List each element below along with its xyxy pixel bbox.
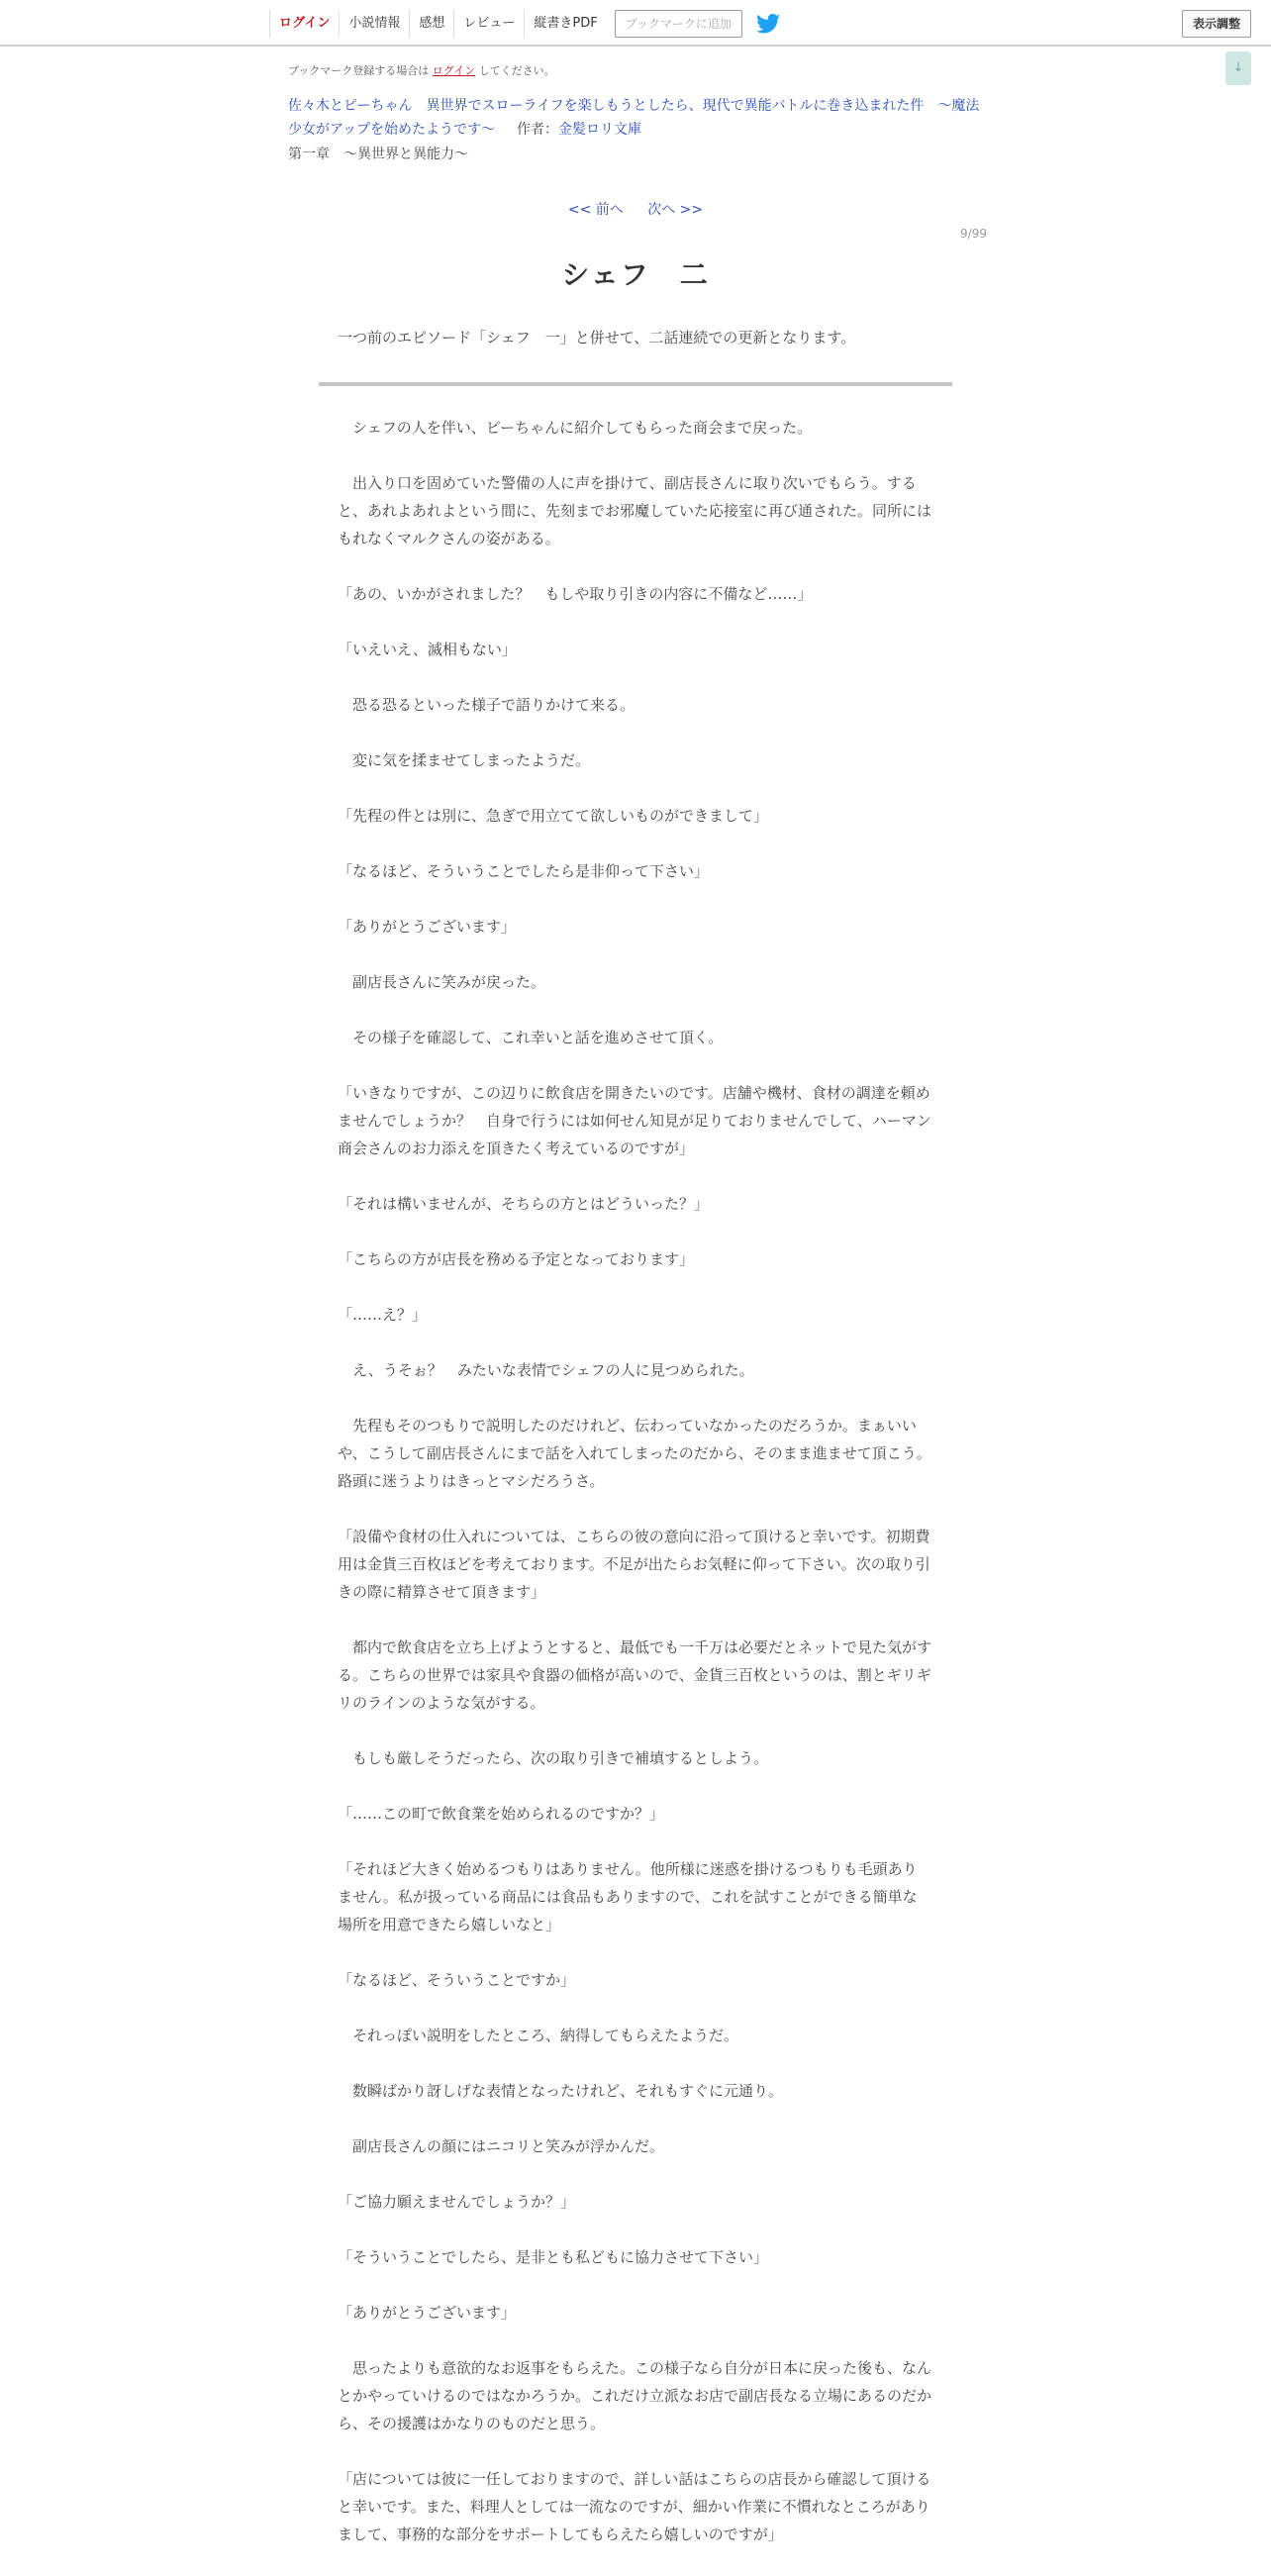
novel-title-link[interactable]: 佐々木とピーちゃん 異世界でスローライフを楽しもうとしたら、現代で異能バトルに巻き込まれた件 ～魔法少女がアップを始めたようです～ bbox=[288, 98, 980, 138]
body-paragraph: 「ご協力願えませんでしょうか？」 bbox=[338, 2193, 576, 2211]
add-bookmark-button[interactable]: ブックマークに追加 bbox=[615, 10, 742, 38]
bookmark-login-note bbox=[288, 62, 555, 78]
body-paragraph: 「それほど大きく始めるつもりはありません。他所様に迷惑を掛けるつもりも毛頭ありません。私が扱っている商品には食品もありますので、これを試すことができる簡単な場所を用意できたら嬉しいなと」 bbox=[338, 1860, 918, 1933]
body-paragraph: 都内で飲食店を立ち上げようとすると、最低でも一千万は必要だとネットで見た気がする。こちらの世界では家具や食器の価格が高いので、金貨三百枚というのは、割とギリギリのラインのような気がする。 bbox=[338, 1638, 932, 1712]
body-paragraph: え、うそぉ？ みたいな表情でシェフの人に見つめられた。 bbox=[338, 1361, 754, 1379]
nav-vertical-pdf[interactable]: 縦書きPDF bbox=[524, 10, 606, 38]
episode-preface: 一つ前のエピソード「シェフ 一」と併せて、二話連続での更新となります。 bbox=[338, 329, 856, 347]
body-paragraph: それっぽい説明をしたところ、納得してもらえたようだ。 bbox=[338, 2027, 739, 2044]
episode-body bbox=[338, 414, 931, 2576]
nav-novel-info[interactable]: 小説情報 bbox=[339, 10, 409, 38]
display-settings-button[interactable]: 表示調整 bbox=[1182, 10, 1251, 38]
body-paragraph: その様子を確認して、これ幸いと話を進めさせて頂く。 bbox=[338, 1029, 724, 1046]
preface-divider bbox=[319, 382, 952, 386]
bookmark-note-before: ブックマーク登録する場合は bbox=[288, 64, 430, 77]
body-paragraph: 出入り口を固めていた警備の人に声を掛けて、副店長さんに取り次いでもらう。すると、あれよあれよという間に、先刻までお邪魔していた応接室に再び通された。同所にはもれなくマルクさんの姿がある。 bbox=[338, 474, 932, 547]
body-paragraph: 「先程の件とは別に、急ぎで用立てて欲しいものができまして」 bbox=[338, 807, 769, 825]
episode-title: シェフ 二 bbox=[561, 258, 710, 291]
nav-login[interactable]: ログイン bbox=[269, 10, 339, 38]
body-paragraph: 「ありがとうございます」 bbox=[338, 918, 517, 936]
body-paragraph: 「こちらの方が店長を務める予定となっております」 bbox=[338, 1250, 695, 1268]
body-paragraph: 「なるほど、そういうことですか」 bbox=[338, 1971, 576, 1989]
scroll-down-button[interactable]: ↓ bbox=[1225, 51, 1251, 85]
page-count: 9/99 bbox=[960, 227, 987, 241]
author-link[interactable]: 金髪ロリ文庫 bbox=[558, 122, 642, 138]
body-paragraph: 「あの、いかがされました？ もしや取り引きの内容に不備など……」 bbox=[338, 585, 813, 603]
novel-title-line bbox=[288, 94, 993, 142]
chapter-title: 第一章 ～異世界と異能力～ bbox=[288, 147, 468, 162]
nav-review[interactable]: レビュー bbox=[453, 10, 524, 38]
pager bbox=[0, 199, 1271, 219]
body-paragraph: 「……この町で飲食業を始められるのですか？」 bbox=[338, 1805, 665, 1823]
body-paragraph: 思ったよりも意欲的なお返事をもらえた。この様子なら自分が日本に戻った後も、なんとかやっていけるのではなかろうか。これだけ立派なお店で副店長なる立場にあるのだから、その援護はかなりのものだと思う。 bbox=[338, 2359, 932, 2432]
prev-link[interactable]: << 前へ bbox=[567, 202, 624, 218]
bookmark-note-after: してください。 bbox=[478, 64, 555, 77]
body-paragraph: 先程もそのつもりで説明したのだけれど、伝わっていなかったのだろうか。まぁいいや、こうして副店長さんにまで話を入れてしまったのだから、そのまま進ませて頂こう。路頭に迷うよりはきっとマシだろうさ。 bbox=[338, 1417, 931, 1490]
body-paragraph: 「なるほど、そういうことでしたら是非仰って下さい」 bbox=[338, 862, 710, 880]
body-paragraph: シェフの人を伴い、ピーちゃんに紹介してもらった商会まで戻った。 bbox=[338, 419, 813, 437]
next-link[interactable]: 次へ >> bbox=[647, 202, 704, 218]
body-paragraph: もしも厳しそうだったら、次の取り引きで補填するとしよう。 bbox=[338, 1749, 769, 1767]
body-paragraph: 「それは構いませんが、そちらの方とはどういった？」 bbox=[338, 1195, 710, 1213]
nav-impressions[interactable]: 感想 bbox=[409, 10, 453, 38]
author-label: 作者： bbox=[517, 122, 559, 138]
body-paragraph: 恐る恐るといった様子で語りかけて来る。 bbox=[338, 696, 636, 714]
body-paragraph: 「いえいえ、滅相もない」 bbox=[338, 641, 517, 658]
body-paragraph: 変に気を揉ませてしまったようだ。 bbox=[338, 751, 591, 769]
header-nav bbox=[269, 10, 782, 38]
bookmark-note-login-link[interactable]: ログイン bbox=[432, 64, 476, 77]
body-paragraph: 「ありがとうございます」 bbox=[338, 2304, 517, 2322]
body-paragraph: 「店については彼に一任しておりますので、詳しい話はこちらの店長から確認して頂けると幸いです。また、料理人としては一流なのですが、細かい作業に不慣れなところがありまして、事務的な部分をサポートしてもらえたら嬉しいのですが」 bbox=[338, 2470, 931, 2543]
body-paragraph: 「……え？」 bbox=[338, 1306, 428, 1324]
site-header bbox=[0, 0, 1271, 47]
body-paragraph: 副店長さんの顔にはニコリと笑みが浮かんだ。 bbox=[338, 2137, 665, 2155]
body-paragraph: 「いきなりですが、この辺りに飲食店を開きたいのです。店舗や機材、食材の調達を頼めませんでしょうか？ 自身で行うには如何せん知見が足りておりませんでして、ハーマン商会さんのお力添えを頂きたく考えているのですが」 bbox=[338, 1084, 931, 1157]
body-paragraph: 副店長さんに笑みが戻った。 bbox=[338, 973, 546, 991]
twitter-icon[interactable] bbox=[756, 13, 782, 35]
body-paragraph: 「設備や食材の仕入れについては、こちらの彼の意向に沿って頂けると幸いです。初期費用は金貨三百枚ほどを考えております。不足が出たらお気軽に仰って下さい。次の取り引きの際に精算させて頂きます」 bbox=[338, 1528, 930, 1601]
body-paragraph: 数瞬ばかり訝しげな表情となったけれど、それもすぐに元通り。 bbox=[338, 2082, 784, 2100]
body-paragraph: 「そういうことでしたら、是非とも私どもに協力させて下さい」 bbox=[338, 2248, 769, 2266]
